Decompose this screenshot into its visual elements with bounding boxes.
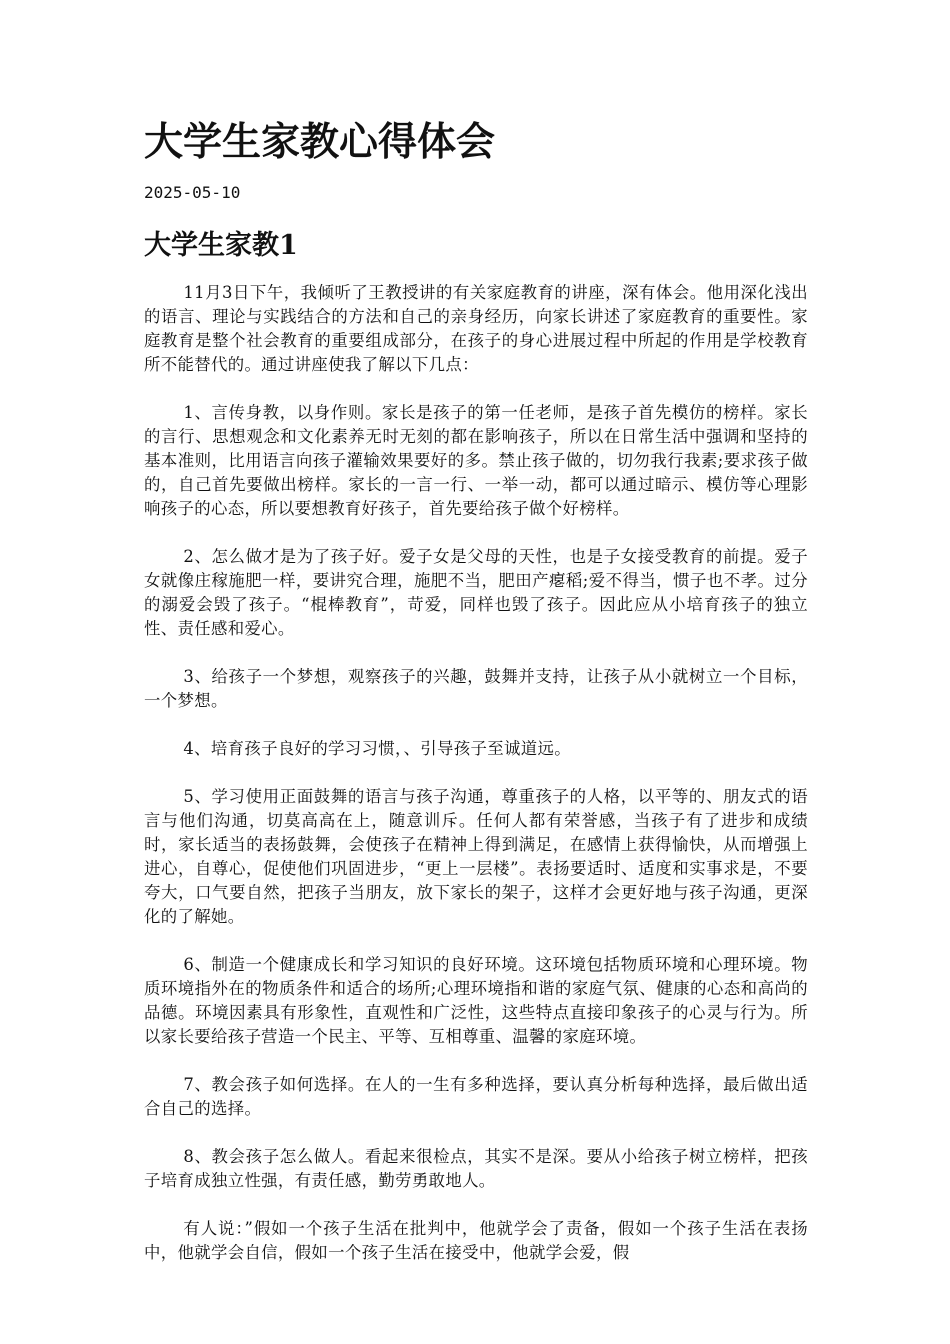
paragraph-point-1: 1、言传身教，以身作则。家长是孩子的第一任老师，是孩子首先模仿的榜样。家长的言行、思想观念和文化素养无时无刻的都在影响孩子，所以在日常生活中强调和坚持的基本准则，比用语言向孩子灌输效果要好的多。禁止孩子做的，切勿我行我素;要求孩子做的，自己首先要做出榜样。家长的一言一行、一举一动，都可以通过暗示、模仿等心理影响孩子的心态，所以要想教育好孩子，首先要给孩子做个好榜样。 <box>144 403 808 518</box>
paragraph-point-2: 2、怎么做才是为了孩子好。爱子女是父母的天性，也是子女接受教育的前提。爱子女就像庄稼施肥一样，要讲究合理，施肥不当，肥田产瘪稻;爱不得当，惯子也不孝。过分的溺爱会毁了孩子。“棍棒教育”，苛爱，同样也毁了孩子。因此应从小培育孩子的独立性、责任感和爱心。 <box>144 547 808 638</box>
document-title: 大学生家教心得体会 <box>144 119 496 165</box>
paragraph-quote: 有人说：”假如一个孩子生活在批判中，他就学会了责备，假如一个孩子生活在表扬中，他就学会自信，假如一个孩子生活在接受中，他就学会爱，假 <box>144 1219 808 1262</box>
paragraph-intro: 11月3日下午，我倾听了王教授讲的有关家庭教育的讲座，深有体会。他用深化浅出的语言、理论与实践结合的方法和自己的亲身经历，向家长讲述了家庭教育的重要性。家庭教育是整个社会教育的重要组成部分，在孩子的身心进展过程中所起的作用是学校教育所不能替代的。通过讲座使我了解以下几点： <box>144 283 808 374</box>
document-body <box>144 281 808 1289</box>
document-date: 2025-05-10 <box>144 183 241 202</box>
section-title: 大学生家教1 <box>144 230 298 261</box>
paragraph-point-5: 5、学习使用正面鼓舞的语言与孩子沟通，尊重孩子的人格，以平等的、朋友式的语言与他们沟通，切莫高高在上，随意训斥。任何人都有荣誉感，当孩子有了进步和成绩时，家长适当的表扬鼓舞，会使孩子在精神上得到满足，在感情上获得愉快，从而增强上进心，自尊心，促使他们巩固进步，“更上一层楼”。表扬要适时、适度和实事求是，不要夸大，口气要自然，把孩子当朋友，放下家长的架子，这样才会更好地与孩子沟通，更深化的了解她。 <box>144 787 808 926</box>
paragraph-point-8: 8、教会孩子怎么做人。看起来很检点，其实不是深。要从小给孩子树立榜样，把孩子培育成独立性强，有责任感，勤劳勇敢地人。 <box>144 1147 808 1190</box>
paragraph-point-7: 7、教会孩子如何选择。在人的一生有多种选择，要认真分析每种选择，最后做出适合自己的选择。 <box>144 1075 808 1118</box>
paragraph-point-4: 4、培育孩子良好的学习习惯，、引导孩子至诚道远。 <box>183 739 571 758</box>
paragraph-point-6: 6、制造一个健康成长和学习知识的良好环境。这环境包括物质环境和心理环境。物质环境指外在的物质条件和适合的场所;心理环境指和谐的家庭气氛、健康的心态和高尚的品德。环境因素具有形象性，直观性和广泛性，这些特点直接印象孩子的心灵与行为。所以家长要给孩子营造一个民主、平等、互相尊重、温馨的家庭环境。 <box>144 955 808 1046</box>
paragraph-point-3: 3、给孩子一个梦想，观察孩子的兴趣，鼓舞并支持，让孩子从小就树立一个目标，一个梦想。 <box>144 667 808 710</box>
